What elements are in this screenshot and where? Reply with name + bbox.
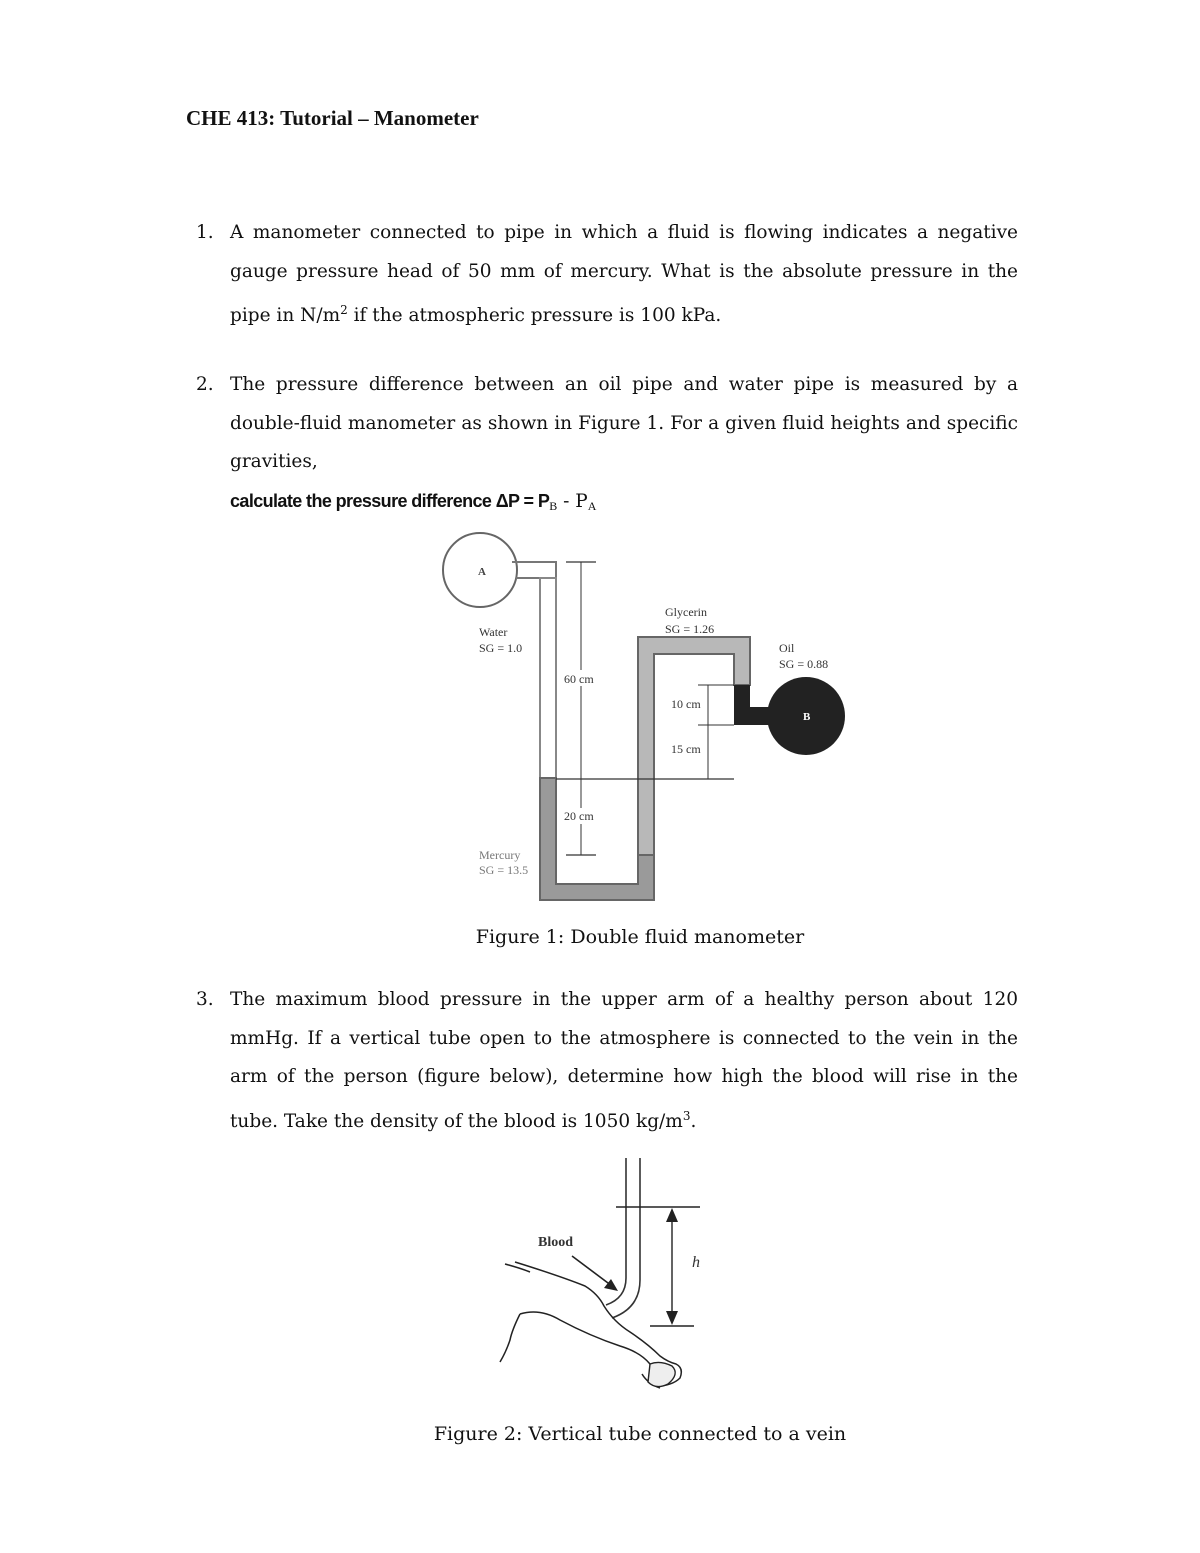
question-text-end: .: [690, 1110, 697, 1132]
question-number: 2.: [196, 374, 214, 395]
question-text-main: The maximum blood pressure in the upper arm of a healthy person about 120 mmHg. If a vertical tube open to the atmosphere is connected to the vein in the arm of the person (figure below), determine how high the blood will rise in the tube. Take the density of the blood is 1050 kg/m: [230, 989, 1018, 1132]
figure-1-manometer: [430, 520, 870, 910]
mercury-label: Mercury: [479, 848, 521, 862]
height-label: h: [692, 1254, 700, 1271]
subscript-b: B: [549, 498, 558, 513]
water-sg: SG = 1.0: [479, 641, 523, 655]
caption-text: Figure 1: Double fluid manometer: [475, 926, 805, 948]
question-2: [196, 366, 1018, 525]
question-3: [196, 981, 1018, 1141]
water-column: [540, 578, 556, 778]
glycerin-label: Glycerin: [665, 605, 707, 619]
bold-instruction: calculate the pressure difference ΔP = P: [230, 490, 550, 511]
superscript: 2: [340, 303, 348, 317]
question-1: [196, 214, 1018, 336]
arrow-up: [666, 1208, 678, 1222]
dim-15-label: 15 cm: [671, 742, 701, 756]
figure-1-caption: [0, 926, 1200, 948]
question-number: 1.: [196, 222, 214, 243]
blood-arrow-line: [572, 1256, 612, 1286]
arrow-down: [666, 1311, 678, 1325]
blood-label: Blood: [538, 1235, 574, 1250]
dim-10-label: 10 cm: [671, 697, 701, 711]
dim-60-label: 60 cm: [564, 672, 594, 686]
question-text-main: A manometer connected to pipe in which a fluid is flowing indicates a negative gauge pressure head of 50 mm of mercury. What is the absolute pressure in the pipe in N/m: [230, 222, 1018, 327]
mercury-sg: SG = 13.5: [479, 863, 529, 877]
question-text: [230, 214, 1018, 336]
tank-a-label: A: [478, 566, 486, 578]
question-text: [230, 981, 1018, 1141]
mercury-u-tube: [540, 778, 654, 900]
tank-b-label: B: [803, 711, 811, 723]
oil-column: [734, 685, 750, 725]
question-number: 3.: [196, 989, 214, 1010]
page-title: CHE 413: Tutorial – Manometer: [186, 106, 479, 130]
question-text-main: The pressure difference between an oil pipe and water pipe is measured by a double-fluid manometer as shown in Figure 1. For a given fluid heights and specific gravities,: [230, 374, 1018, 472]
question-text: [230, 366, 1018, 525]
caption-text: Figure 2: Vertical tube connected to a vein: [433, 1423, 847, 1445]
figure-2-caption: [0, 1423, 1200, 1445]
water-label: Water: [479, 625, 508, 639]
glycerin-sg: SG = 1.26: [665, 622, 715, 636]
subscript-a: A: [587, 498, 597, 513]
oil-sg: SG = 0.88: [779, 657, 829, 671]
question-text-end: if the atmospheric pressure is 100 kPa.: [347, 305, 722, 327]
superscript: 3: [682, 1108, 691, 1123]
dim-20-label: 20 cm: [564, 809, 594, 823]
figure-2-arm-tube: [490, 1150, 720, 1400]
minus-pa: - P: [557, 490, 588, 512]
oil-label: Oil: [779, 641, 795, 655]
vertical-tube: [606, 1158, 640, 1318]
